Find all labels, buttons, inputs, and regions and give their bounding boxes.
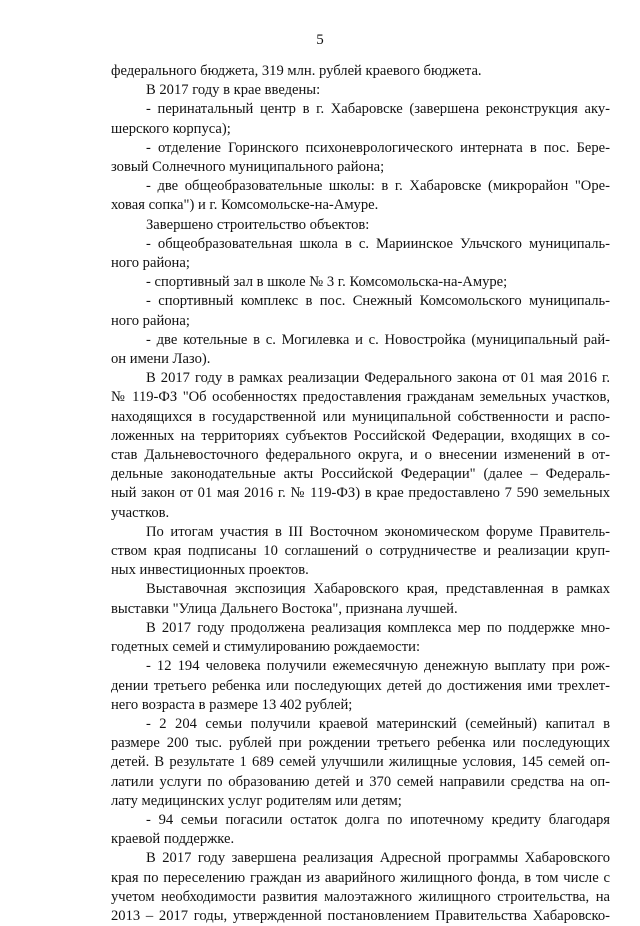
document-body — [111, 62, 610, 926]
text-line: По итогам участия в III Восточном экономическом форуме Правитель- — [146, 523, 610, 540]
text-line: ховая сопка") и г. Комсомольске-на-Амуре. — [111, 197, 379, 214]
text-line: В 2017 году продолжена реализация комплекса мер по поддержке мно- — [146, 619, 610, 636]
text-line: выставки "Улица Дальнего Востока", признана лучшей. — [111, 600, 458, 617]
text-line: ложенных на территориях субъектов Российской Федерации, входящих в со- — [111, 427, 610, 444]
text-line: ный закон от 01 мая 2016 г. № 119-ФЗ) в крае предоставлено 7 590 земельных — [111, 485, 610, 502]
text-line: шерского корпуса); — [111, 120, 231, 137]
text-line: - перинатальный центр в г. Хабаровске (завершена реконструкция аку- — [146, 101, 610, 118]
text-line: находящихся в государственной или муниципальной собственности и распо- — [111, 408, 610, 425]
text-line: - отделение Горинского психоневрологического интерната в пос. Бере- — [146, 139, 610, 156]
page-number: 5 — [316, 32, 324, 48]
text-line: В 2017 году завершена реализация Адресной программы Хабаровского — [146, 850, 610, 867]
text-line: - 12 194 человека получили ежемесячную денежную выплату при рож- — [146, 658, 610, 675]
text-line: него возраста в размере 13 402 рублей; — [111, 696, 353, 713]
text-line: лату медицинских услуг родителям или детям; — [111, 792, 402, 809]
text-line: годетных семей и стимулированию рождаемости: — [111, 639, 420, 656]
text-line: № 119-ФЗ "Об особенностях предоставления гражданам земельных участков, — [111, 389, 610, 406]
text-line: краевой поддержке. — [111, 831, 235, 848]
text-line: размере 200 тыс. рублей при рождении третьего ребенка или последующих — [111, 735, 610, 752]
text-line: Завершено строительство объектов: — [146, 216, 370, 233]
text-line: став Дальневосточного федерального округа, и о внесении изменений в от- — [111, 447, 610, 464]
text-line: дельные законодательные акты Российской Федерации" (далее – Федераль- — [111, 466, 610, 483]
text-line: зовый Солнечного муниципального района; — [111, 159, 385, 176]
text-line: детей. В результате 1 689 семей улучшили жилищные условия, 145 семей оп- — [111, 754, 610, 771]
text-line: В 2017 году в рамках реализации Федерального закона от 01 мая 2016 г. — [146, 370, 610, 387]
text-line: дении третьего ребенка или последующих детей до достижения ими трехлет- — [111, 677, 610, 694]
text-line: - две общеобразовательные школы: в г. Хабаровске (микрорайон "Оре- — [146, 178, 610, 195]
text-line: - две котельные в с. Могилевка и с. Новостройка (муниципальный рай- — [146, 331, 610, 348]
text-line: ных инвестиционных проектов. — [111, 562, 309, 579]
text-line: - 2 204 семьи получили краевой материнский (семейный) капитал в — [146, 715, 610, 732]
text-line: ного района; — [111, 255, 190, 272]
text-line: - спортивный комплекс в пос. Снежный Комсомольского муниципаль- — [146, 293, 610, 310]
text-line: участков. — [111, 504, 170, 521]
text-line: Выставочная экспозиция Хабаровского края, представленная в рамках — [146, 581, 610, 598]
text-line: он имени Лазо). — [111, 351, 211, 368]
text-line: - общеобразовательная школа в с. Мариинское Ульчского муниципаль- — [146, 235, 610, 252]
text-line: федерального бюджета, 319 млн. рублей краевого бюджета. — [111, 63, 482, 79]
text-line: 2013 – 2017 годы, утвержденной постановлением Правительства Хабаровско- — [111, 907, 610, 924]
text-line: - 94 семьи погасили остаток долга по ипотечному кредиту благодаря — [146, 811, 610, 828]
text-line: учетом необходимости развития малоэтажного жилищного строительства, на — [111, 888, 610, 905]
text-line: края по переселению граждан из аварийного жилищного фонда, в том числе с — [111, 869, 610, 886]
text-line: ного района; — [111, 312, 190, 329]
text-line: В 2017 году в крае введены: — [146, 82, 321, 99]
text-line: латили услуги по образованию детей и 370 семей направили средства на оп- — [111, 773, 610, 790]
text-line: ством края подписаны 10 соглашений о сотрудничестве и реализации круп- — [111, 543, 610, 560]
text-line: - спортивный зал в школе № 3 г. Комсомольска-на-Амуре; — [146, 274, 508, 291]
